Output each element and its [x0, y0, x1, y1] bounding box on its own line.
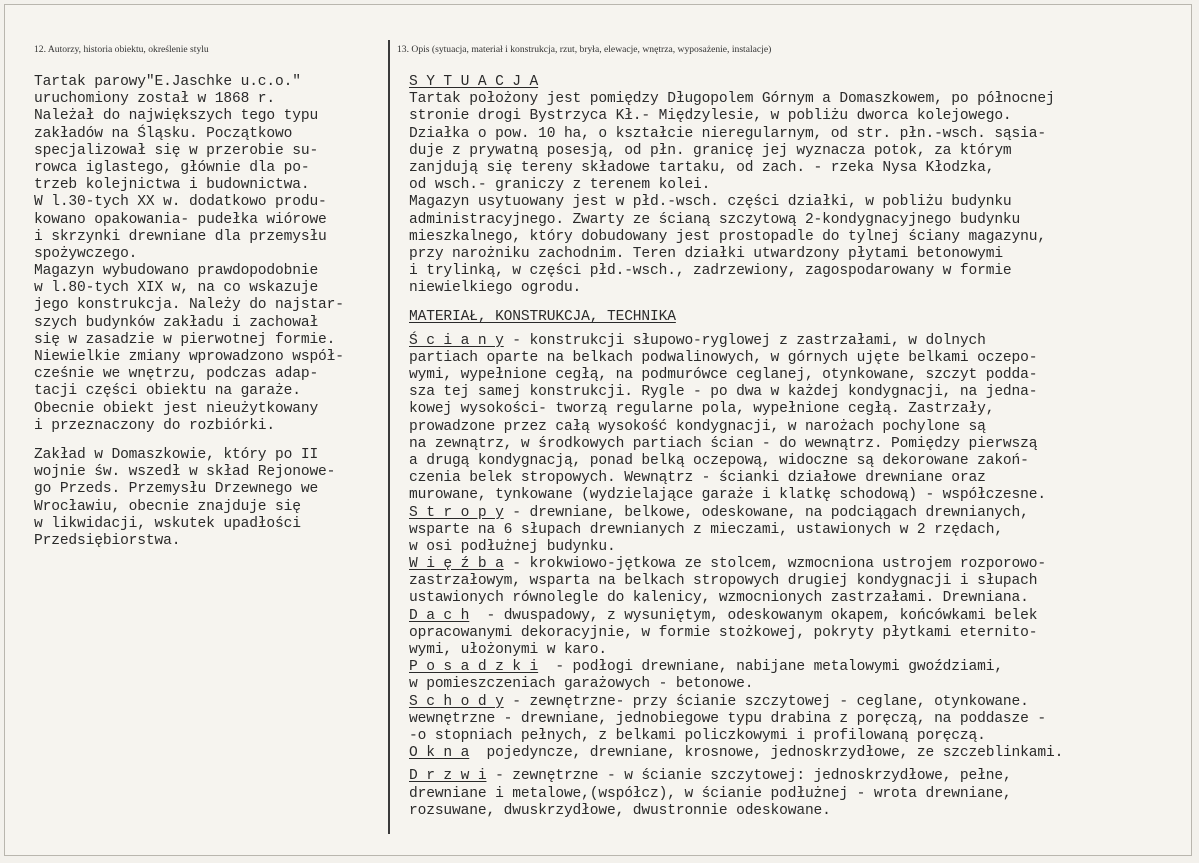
sytuacja-line: Działka o pow. 10 ha, o kształcie nieregularnym, od str. płn.-wsch. sąsia- — [409, 125, 1046, 142]
element-term: W i ę ź b a — [409, 556, 504, 573]
element-entry — [409, 556, 1179, 573]
element-description: - zewnętrzne - w ścianie szczytowej: jednoskrzydłowe, pełne, — [486, 768, 1012, 785]
element-entry — [409, 505, 1179, 522]
element-entry-line: wsparte na 6 słupach drewnianych z mieczami, ustawionych w 2 rzędach, — [409, 521, 1003, 538]
element-entry-line: murowane, tynkowane (wydzielające garaże i klatkę schodową) - współczesne. — [409, 487, 1046, 504]
history-line: W l.30-tych XX w. dodatkowo produ- — [34, 194, 327, 211]
element-entry-line: wewnętrzne - drewniane, jednobiegowe typu drabina z poręczą, na poddasze - — [409, 710, 1046, 727]
element-description: - podłogi drewniane, nabijane metalowymi gwoździami, — [538, 659, 1003, 676]
history-line: Zakład w Domaszkowie, który po II — [34, 446, 319, 463]
element-term: D a c h — [409, 607, 470, 624]
history-line: spożywczego. — [34, 245, 138, 262]
history-line: w l.80-tych XIX w, na co wskazuje — [34, 280, 319, 297]
element-entry-line: -o stopniach pełnych, z belkami policzkowymi i profilowaną poręczą. — [409, 727, 986, 744]
element-entry — [409, 659, 1179, 676]
element-entry — [409, 333, 1179, 350]
history-line: zakładów na Śląsku. Początkowo — [34, 125, 293, 142]
element-entry-line: drewniane i metalowe,(współcz), w ścianie podłużnej - wrota drewniane, — [409, 785, 1012, 802]
history-line: w likwidacji, wskutek upadłości — [34, 515, 301, 532]
element-description: - konstrukcji słupowo-ryglowej z zastrzałami, w dolnych — [503, 332, 986, 349]
element-entry-line: zastrzałowym, wsparta na belkach stropowych drugiej kondygnacji i słupach — [409, 573, 1038, 590]
history-line: jego konstrukcja. Należy do najstar- — [34, 297, 344, 314]
sytuacja-line: i trylinką, w części płd.-wsch., zadrzewiony, zagospodarowany w formie — [409, 263, 1012, 280]
history-line: się w zasadzie w pierwotnej formie. — [34, 331, 336, 348]
sytuacja-line: mieszkalnego, który dobudowany jest prostopadle do tylnej ściany magazynu, — [409, 228, 1046, 245]
element-description: - dwuspadowy, z wysuniętym, odeskowanym okapem, końcówkami belek — [469, 607, 1038, 624]
description-text — [409, 74, 1179, 820]
sytuacja-line: przy narożniku zachodnim. Teren działki utwardzony płytami betonowymi — [409, 245, 1003, 262]
history-line: kowano opakowania- pudełka wiórowe — [34, 211, 327, 228]
sytuacja-line: Magazyn usytuowany jest w płd.-wsch. części działki, w pobliżu budynku — [409, 194, 1012, 211]
history-line: Obecnie obiekt jest nieużytkowany — [34, 400, 319, 417]
section-heading-text: S Y T U A C J A — [409, 74, 539, 90]
element-entry-line: wymi, ułożonymi w karo. — [409, 642, 607, 658]
history-line: i skrzynki drewniane dla przemysłu — [34, 228, 327, 245]
element-entry-line: na zewnątrz, w środkowych partiach ścian - do wewnątrz. Pomiędzy pierwszą — [409, 435, 1038, 452]
history-text — [34, 74, 380, 550]
element-term: S c h o d y — [409, 693, 504, 710]
sytuacja-line: stronie drogi Bystrzyca Kł.- Międzylesie, w pobliżu dworca kolejowego. — [409, 108, 1012, 125]
right-column-header: 13. Opis (sytuacja, materiał i konstrukcja, rzut, bryła, elewacje, wnętrza, wyposażenie, instalacje) — [397, 44, 772, 55]
section-heading-sytuacja — [409, 74, 1179, 91]
element-entry — [409, 768, 1179, 785]
element-entry-line: partiach oparte na belkach podwalinowych, w górnych ujęte belkami oczepo- — [409, 349, 1038, 366]
element-entry-line: czenia belek stropowych. Wewnątrz - ścianki działowe drewniane oraz — [409, 470, 986, 487]
left-column-header: 12. Autorzy, historia obiektu, określenie stylu — [34, 44, 209, 55]
element-term: S t r o p y — [409, 504, 504, 521]
sytuacja-line: zanjdują się tereny składowe tartaku, od zach. - rzeka Nysa Kłodzka, — [409, 159, 995, 176]
history-line: specjalizował się w przerobie su- — [34, 142, 319, 159]
history-line: Niewielkie zmiany wprowadzono współ- — [34, 349, 344, 365]
history-line: szych budynków zakładu i zachował — [34, 314, 319, 331]
element-description: - krokwiowo-jętkowa ze stolcem, wzmocniona ustrojem rozporowo- — [503, 556, 1046, 573]
element-term: Ś c i a n y — [409, 332, 504, 349]
element-entry — [409, 608, 1179, 625]
history-line: rowca iglastego, głównie dla po- — [34, 159, 310, 176]
sytuacja-line: Tartak położony jest pomiędzy Długopolem Górnym a Domaszkowem, po północnej — [409, 91, 1055, 108]
column-divider — [388, 40, 390, 834]
history-line: uruchomiony został w 1868 r. — [34, 91, 276, 108]
history-line: tacji części obiektu na garaże. — [34, 383, 301, 400]
element-entry-line: sza tej samej konstrukcji. Rygle - po dwa w każdej kondygnacji, na jedna- — [409, 384, 1038, 401]
sytuacja-line: duje z prywatną posesją, od płn. granicę jej wyznacza potok, za którym — [409, 142, 1012, 159]
history-line: Należał do największych tego typu — [34, 108, 319, 125]
section-heading-text: MATERIAŁ, KONSTRUKCJA, TECHNIKA — [409, 309, 676, 326]
history-line: cześnie we wnętrzu, podczas adap- — [34, 366, 319, 383]
element-description: pojedyncze, drewniane, krosnowe, jednoskrzydłowe, ze szczeblinkami. — [469, 745, 1064, 762]
element-entry — [409, 745, 1179, 762]
history-line: trzeb kolejnictwa i budownictwa. — [34, 177, 310, 194]
element-description: - drewniane, belkowe, odeskowane, na podciągach drewnianych, — [503, 504, 1029, 521]
history-line: go Przeds. Przemysłu Drzewnego we — [34, 481, 319, 498]
element-entry-line: wymi, wypełnione cegłą, na podmurówce ceglanej, otynkowane, szczyt podda- — [409, 367, 1038, 383]
element-entry-line: a drugą kondygnacją, ponad belką oczepową, widoczne są dekorowane zakoń- — [409, 452, 1029, 469]
element-entry — [409, 694, 1179, 711]
sytuacja-line: niewielkiego ogrodu. — [409, 280, 582, 297]
element-entry-line: prowadzone przez całą wysokość kondygnacji, w narożach pochylone są — [409, 418, 986, 435]
element-entry-line: ustawionych równolegle do kalenicy, wzmocnionych zastrzałami. Drewniana. — [409, 590, 1029, 607]
element-entry-line: w pomieszczeniach garażowych - betonowe. — [409, 676, 754, 693]
element-entry-line: rozsuwane, dwuskrzydłowe, dwustronnie odeskowane. — [409, 802, 831, 819]
section-heading-material — [409, 309, 1179, 326]
element-description: - zewnętrzne- przy ścianie szczytowej - ceglane, otynkowane. — [503, 693, 1029, 710]
history-line: Wrocławiu, obecnie znajduje się — [34, 498, 301, 515]
history-line: wojnie św. wszedł w skład Rejonowe- — [34, 464, 336, 481]
history-line: Przedsiębiorstwa. — [34, 532, 181, 549]
sytuacja-line: administracyjnego. Zwarty ze ścianą szczytową 2-kondygnacyjnego budynku — [409, 211, 1021, 228]
history-line: i przeznaczony do rozbiórki. — [34, 417, 276, 434]
element-entry-line: opracowanymi dekoracyjnie, w formie stożkowej, pokryty płytkami eternito- — [409, 624, 1038, 641]
history-line: Tartak parowy"E.Jaschke u.c.o." — [34, 74, 301, 90]
element-term: O k n a — [409, 745, 470, 762]
spacer — [409, 297, 1179, 309]
history-line: Magazyn wybudowano prawdopodobnie — [34, 263, 319, 280]
element-term: D r z w i — [409, 768, 487, 785]
spacer — [34, 435, 380, 447]
element-term: P o s a d z k i — [409, 659, 539, 676]
element-entry-line: w osi podłużnej budynku. — [409, 538, 616, 555]
sytuacja-line: od wsch.- graniczy z terenem kolei. — [409, 177, 711, 194]
element-entry-line: kowej wysokości- tworzą regularne pola, wypełnione cegłą. Zastrzały, — [409, 401, 995, 418]
